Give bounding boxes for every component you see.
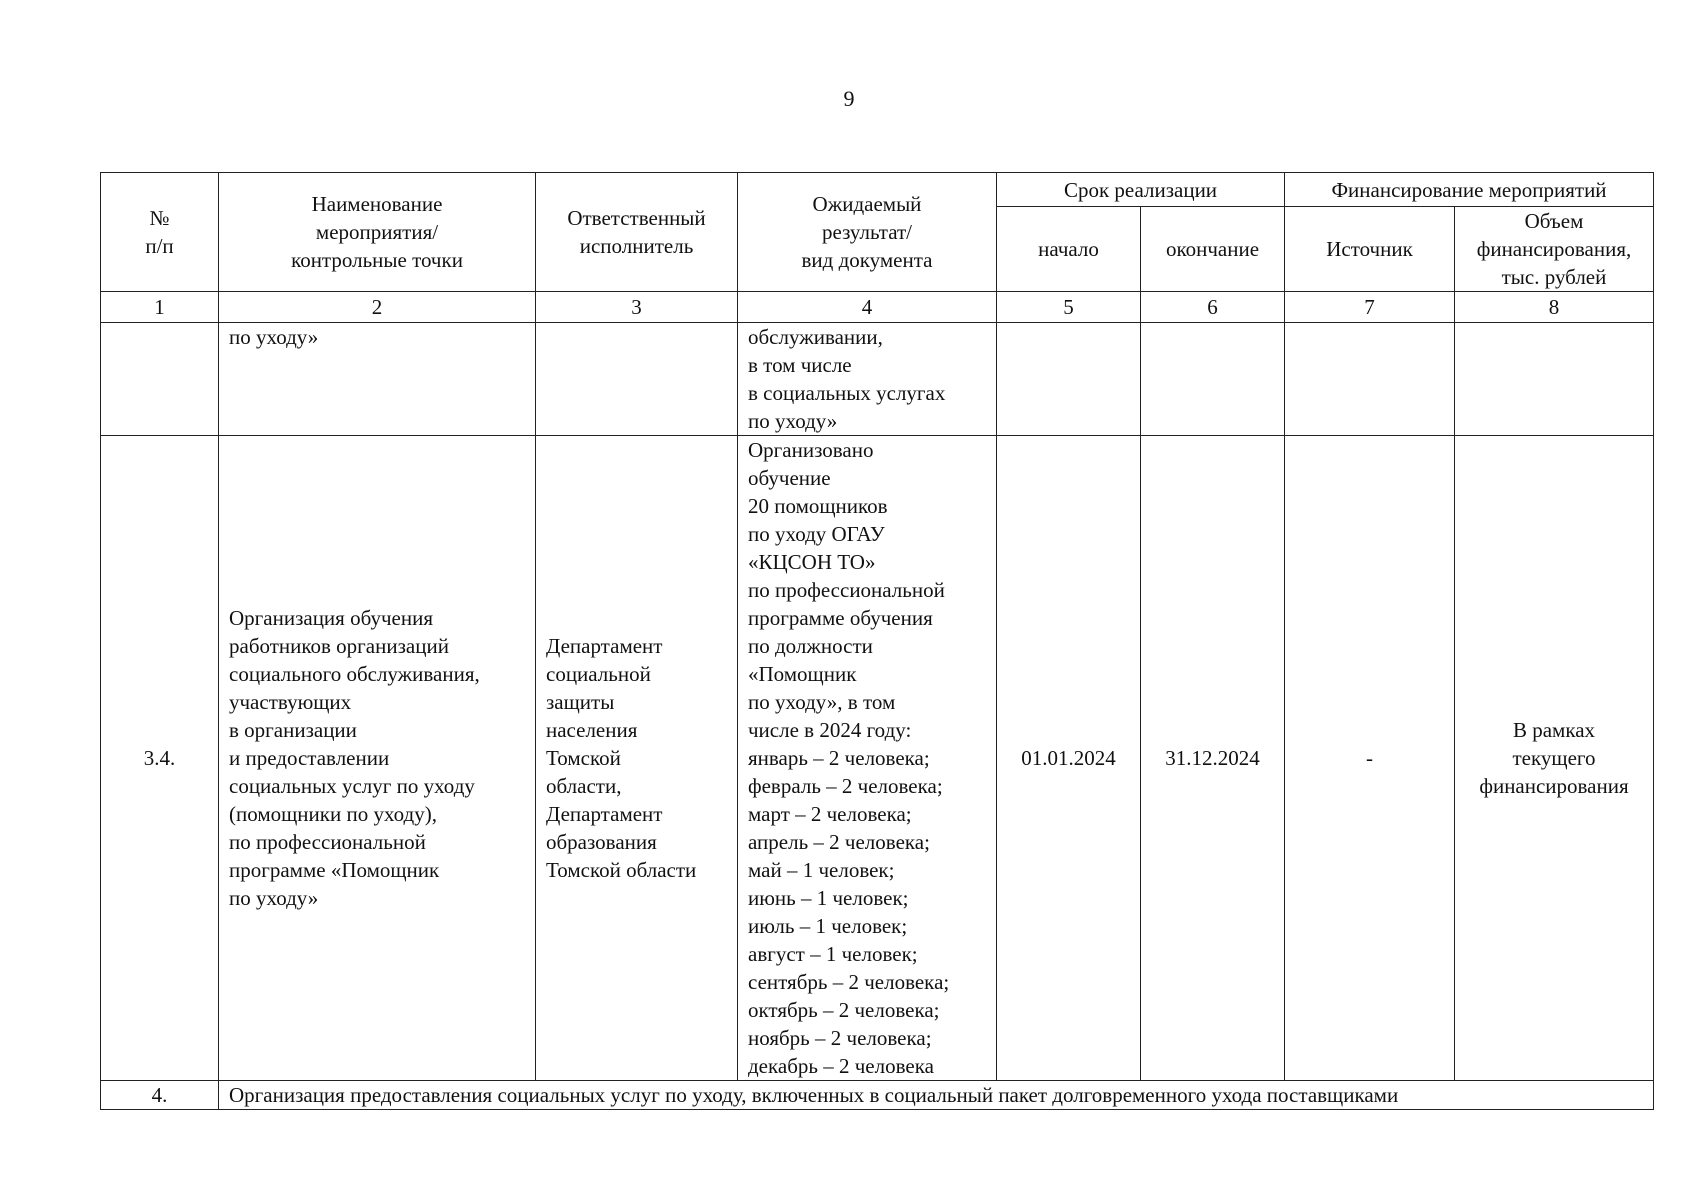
header-term-group: Срок реализации (997, 173, 1285, 207)
page-number: 9 (843, 86, 855, 111)
table-row-continued (101, 323, 1654, 436)
cell-volume: В рамках текущего финансирования (1455, 436, 1654, 1081)
column-number: 6 (1141, 292, 1285, 323)
cell-end-date: 31.12.2024 (1141, 436, 1285, 1081)
column-number: 7 (1285, 292, 1455, 323)
header-financing-volume: Объем финансирования, тыс. рублей (1455, 207, 1654, 292)
header-executor: Ответственный исполнитель (536, 173, 738, 292)
cell-result-continued: обслуживании, в том числе в социальных услугах по уходу» (738, 323, 997, 436)
cell-num-empty (101, 323, 219, 436)
cell-end-empty (1141, 323, 1285, 436)
header-financing-source: Источник (1285, 207, 1455, 292)
cell-source: - (1285, 436, 1455, 1081)
header-name: Наименование мероприятия/ контрольные точки (219, 173, 536, 292)
column-number-row (101, 292, 1654, 323)
cell-start-date: 01.01.2024 (997, 436, 1141, 1081)
header-num: № п/п (101, 173, 219, 292)
column-number: 4 (738, 292, 997, 323)
column-number: 1 (101, 292, 219, 323)
column-number: 8 (1455, 292, 1654, 323)
action-plan-table (100, 172, 1654, 1110)
cell-executor-empty (536, 323, 738, 436)
header-financing-group: Финансирование мероприятий (1285, 173, 1654, 207)
header-result: Ожидаемый результат/ вид документа (738, 173, 997, 292)
cell-executor: Департамент социальной защиты населения Томской области, Департамент образования Томской области (536, 436, 738, 1081)
column-number: 2 (219, 292, 536, 323)
column-number: 5 (997, 292, 1141, 323)
cell-start-empty (997, 323, 1141, 436)
cell-volume-empty (1455, 323, 1654, 436)
cell-section-title: Организация предоставления социальных услуг по уходу, включенных в социальный пакет долговременного ухода поставщиками (219, 1081, 1654, 1110)
cell-num: 3.4. (101, 436, 219, 1081)
cell-source-empty (1285, 323, 1455, 436)
header-term-start: начало (997, 207, 1141, 292)
table-row-4 (101, 1081, 1654, 1110)
cell-name-continued: по уходу» (219, 323, 536, 436)
cell-num: 4. (101, 1081, 219, 1110)
cell-name: Организация обучения работников организаций социального обслуживания, участвующих в организации и предоставлении социальных услуг по уходу (помощники по уходу), по профессиональной программе «Помощник по уходу» (219, 436, 536, 1081)
column-number: 3 (536, 292, 738, 323)
cell-result: Организовано обучение 20 помощников по уходу ОГАУ «КЦСОН ТО» по профессиональной программе обучения по должности «Помощник по уходу», в том числе в 2024 году: январь – 2 человека; февраль – 2 человека; март – 2 человека; апрель – 2 человека; май – 1 человек; июнь – 1 человек; июль – 1 человек; август – 1 человек; сентябрь – 2 человека; октябрь – 2 человека; ноябрь – 2 человека; декабрь – 2 человека (738, 436, 997, 1081)
header-term-end: окончание (1141, 207, 1285, 292)
table-row-3-4 (101, 436, 1654, 1081)
